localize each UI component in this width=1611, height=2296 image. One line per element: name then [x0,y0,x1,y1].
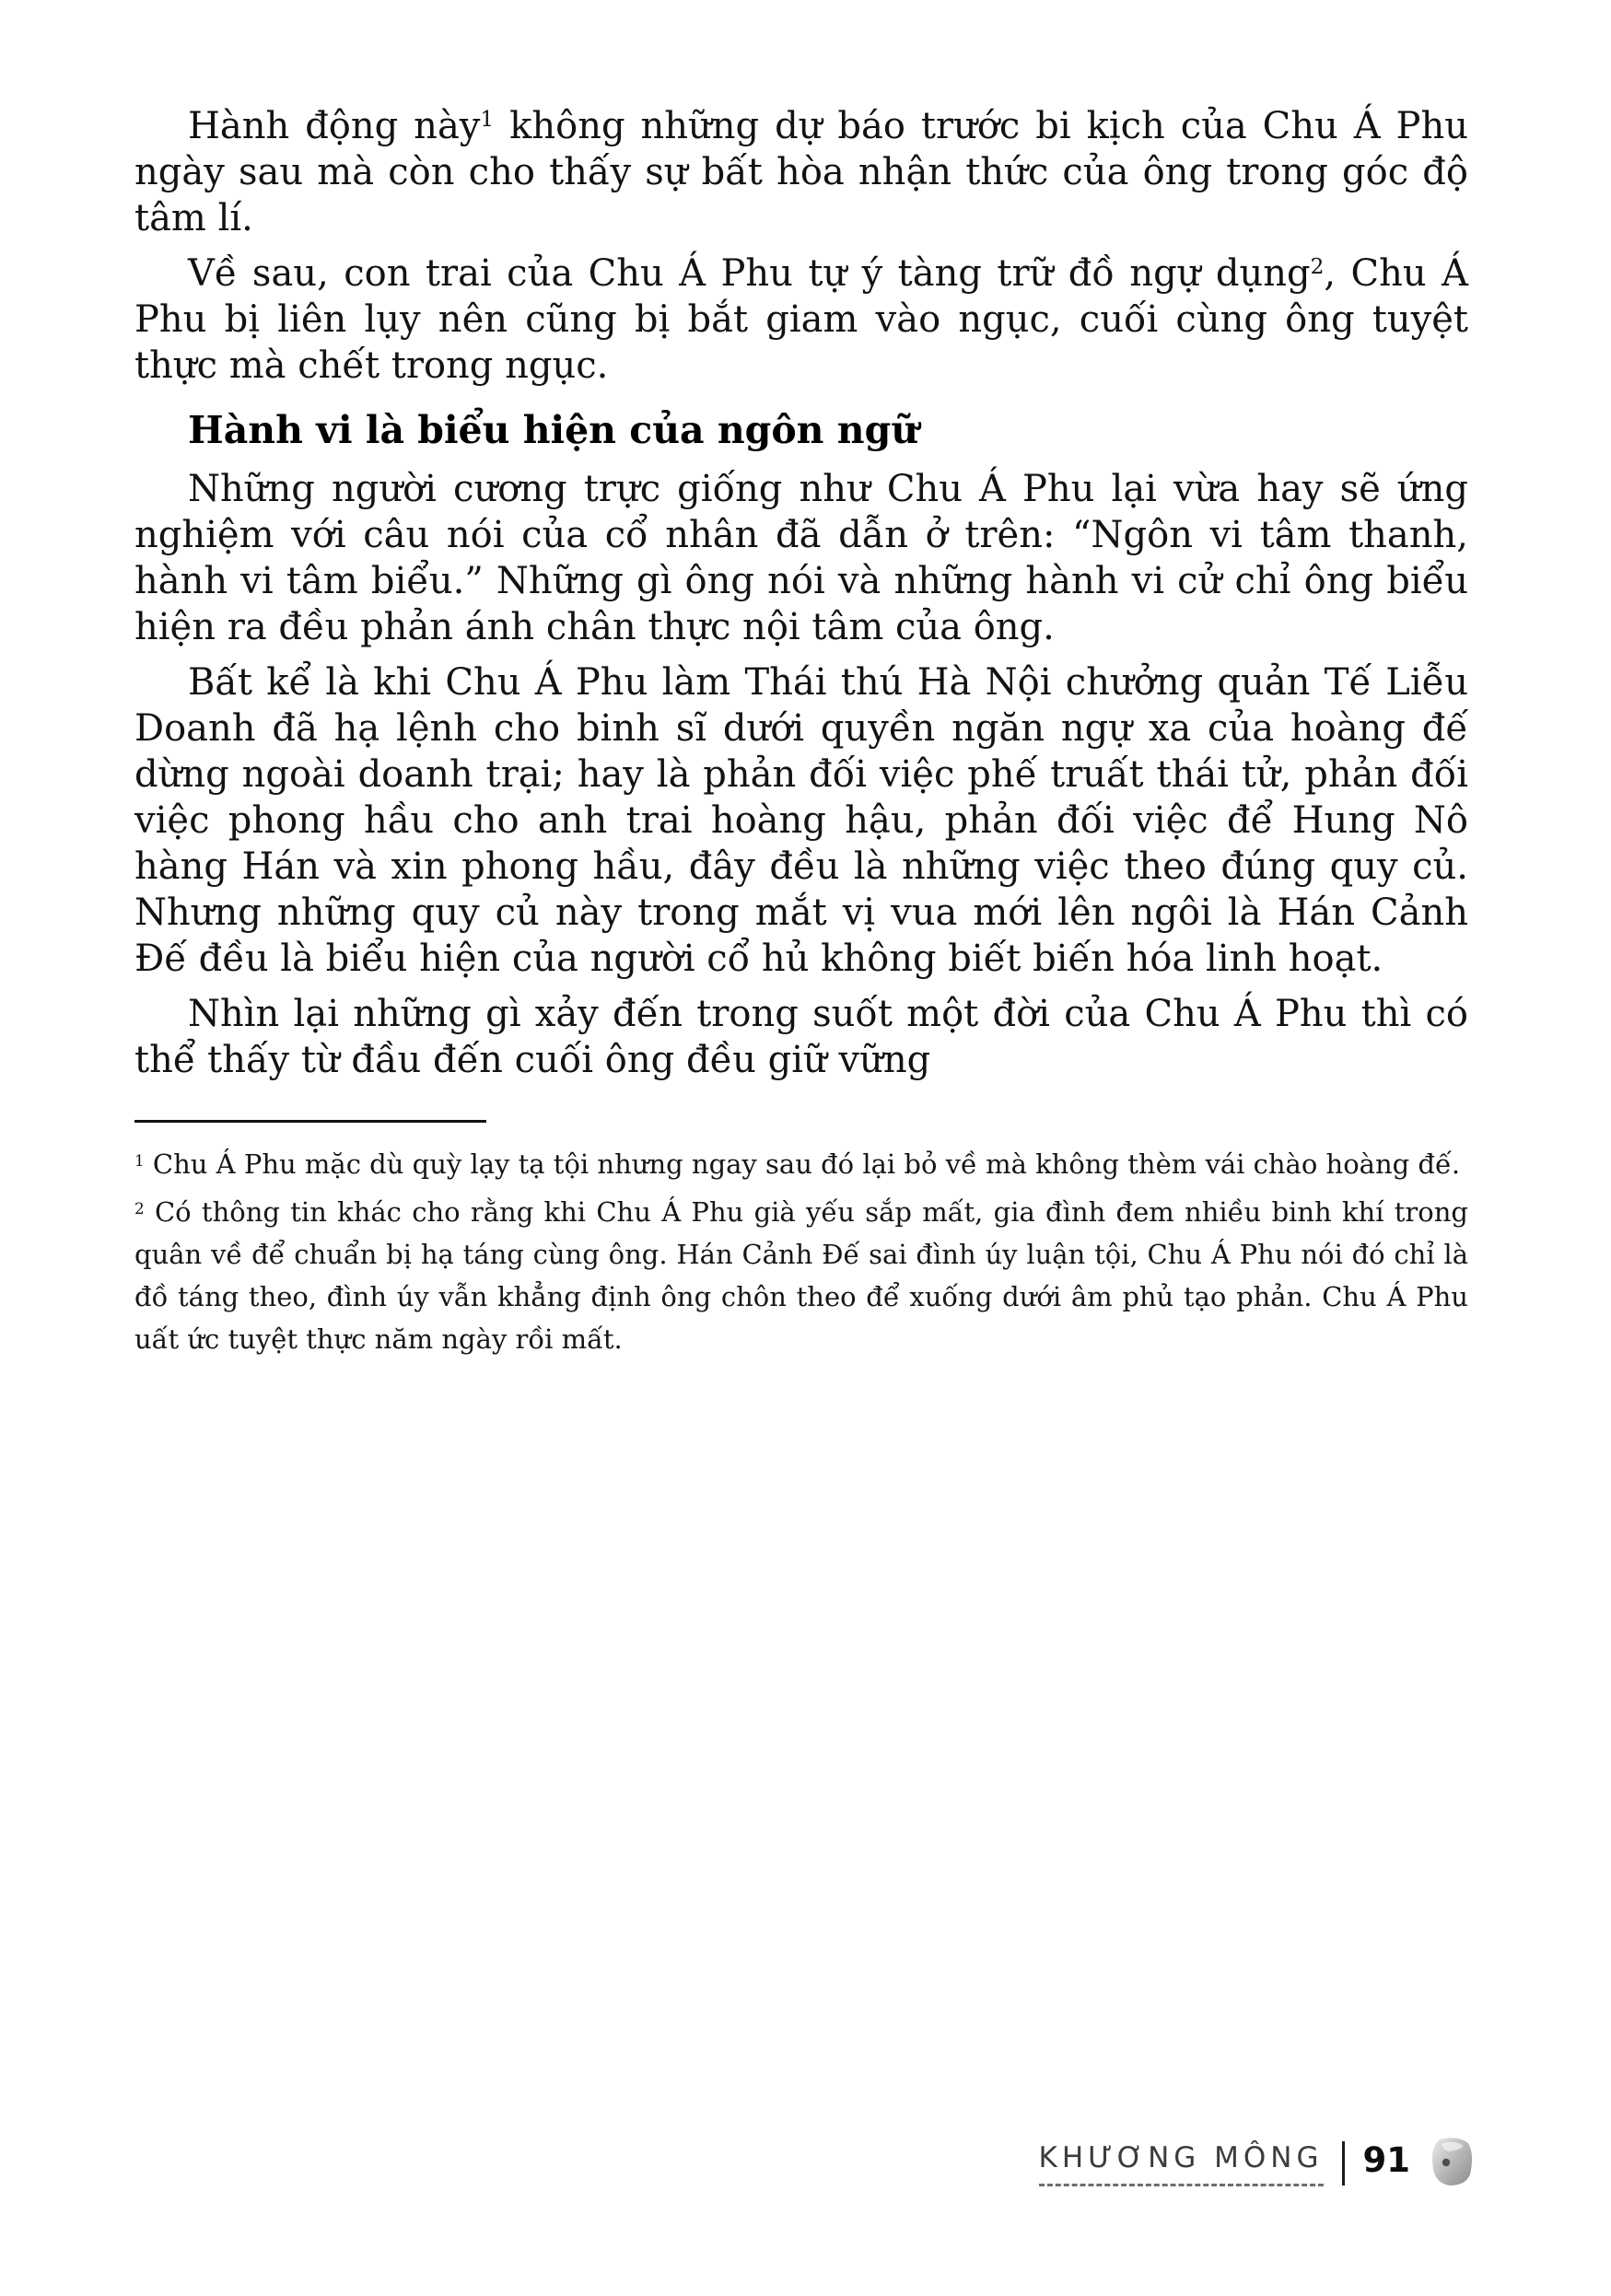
footnote-2-marker: 2 [134,1199,145,1218]
running-title-underline [1039,2141,1324,2186]
paragraph-2-text-cont: , Chu Á Phu bị liên lụy nên cũng bị bắt giam vào ngục, cuối cùng ông tuyệt thực mà chết trong ngục. [134,252,1468,387]
paragraph-1 [134,103,1468,241]
paragraph-1-text: Hành động này [188,105,481,147]
footnote-ref-1: 1 [480,107,495,133]
running-title: KHƯƠNG MÔNG [1038,2140,1324,2174]
footer-divider [1342,2141,1345,2185]
inkstone-icon [1429,2136,1475,2187]
paragraph-2-text: Về sau, con trai của Chu Á Phu tự ý tàng trữ đồ ngự dụng [188,252,1311,295]
page-number: 91 [1362,2139,1410,2180]
paragraph-4: Bất kể là khi Chu Á Phu làm Thái thú Hà Nội chưởng quản Tế Liễu Doanh đã hạ lệnh cho binh sĩ dưới quyền ngăn ngự xa của hoàng đế dừng ngoài doanh trại; hay là phản đối việc phế truất thái tử, phản đối việc phong hầu cho anh trai hoàng hậu, phản đối việc để Hung Nô hàng Hán và xin phong hầu, đây đều là những việc theo đúng quy củ. Nhưng những quy củ này trong mắt vị vua mới lên ngôi là Hán Cảnh Đế đều là biểu hiện của người cổ hủ không biết biến hóa linh hoạt. [134,661,1468,980]
footnote-1-marker: 1 [134,1151,145,1171]
footnote-separator [134,1120,486,1123]
footnote-ref-2: 2 [1310,254,1325,280]
footnote-2 [134,1191,1468,1360]
page-footer [1039,2138,1475,2189]
paragraph-5: Nhìn lại những gì xảy đến trong suốt một đời của Chu Á Phu thì có thể thấy từ đầu đến cuối ông đều giữ vững [134,993,1468,1081]
paragraph-1-text-cont: không những dự báo trước bi kịch của Chu Á Phu ngày sau mà còn cho thấy sự bất hòa nhận thức của ông trong góc độ tâm lí. [134,105,1468,239]
paragraph-2 [134,251,1468,389]
footnote-1-text: Chu Á Phu mặc dù quỳ lạy tạ tội nhưng ngay sau đó lại bỏ về mà không thèm vái chào hoàng đế. [144,1148,1461,1180]
page-content [134,103,1468,1366]
footnote-2-text: Có thông tin khác cho rằng khi Chu Á Phu già yếu sắp mất, gia đình đem nhiều binh khí trong quân về để chuẩn bị hạ táng cùng ông. Hán Cảnh Đế sai đình úy luận tội, Chu Á Phu nói đó chỉ là đồ táng theo, đình úy vẫn khẳng định ông chôn theo để xuống dưới âm phủ tạo phản. Chu Á Phu uất ức tuyệt thực năm ngày rồi mất. [134,1196,1468,1355]
section-heading: Hành vi là biểu hiện của ngôn ngữ [188,408,919,452]
footnote-1 [134,1143,1468,1185]
paragraph-3: Những người cương trực giống như Chu Á Phu lại vừa hay sẽ ứng nghiệm với câu nói của cổ nhân đã dẫn ở trên: “Ngôn vi tâm thanh, hành vi tâm biểu.” Những gì ông nói và những hành vi cử chỉ ông biểu hiện ra đều phản ánh chân thực nội tâm của ông. [134,468,1468,648]
